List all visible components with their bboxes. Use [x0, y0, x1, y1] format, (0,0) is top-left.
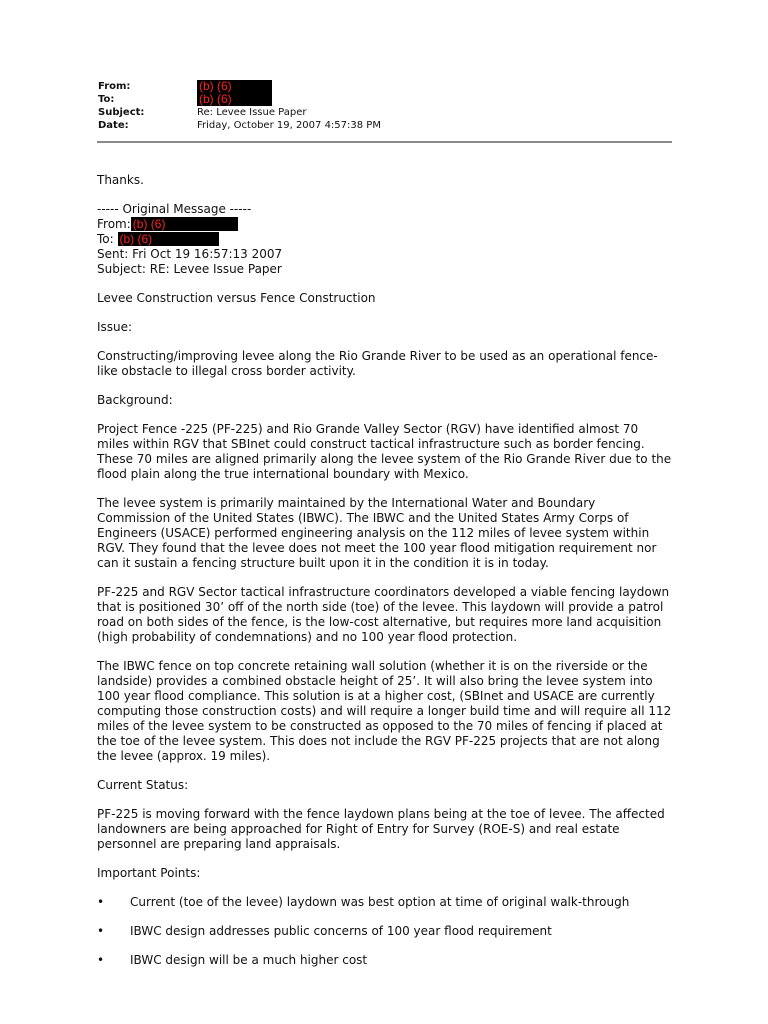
subject-value: Re: Levee Issue Paper: [197, 107, 307, 118]
points-heading: Important Points:: [97, 866, 201, 880]
email-body: [97, 173, 672, 982]
original-to-line: [97, 232, 672, 247]
bullet-icon: •: [97, 924, 105, 938]
redaction-box: (b) (6): [118, 232, 219, 246]
background-paragraph: PF-225 and RGV Sector tactical infrastructure coordinators developed a viable fencing laydown that is positioned 30’ off of the north side (toe) of the levee. This laydown will provide a patrol road on both sides of the fence, is the low-cost alternative, but requires more land acquisition (high probability of condemnations) and no 100 year flood protection.: [97, 585, 670, 644]
from-label: From:: [98, 81, 131, 92]
list-item-text: IBWC design will be a much higher cost: [130, 953, 368, 967]
status-heading: Current Status:: [97, 778, 189, 792]
list-item: [97, 924, 672, 939]
original-from-line: [97, 217, 672, 232]
redaction-box: (b) (6): [197, 93, 272, 106]
original-from-label: From:: [97, 217, 131, 231]
original-message-block: [97, 202, 672, 277]
original-to-label: To:: [97, 232, 114, 246]
redaction-box: (b) (6): [197, 80, 272, 93]
date-value: Friday, October 19, 2007 4:57:38 PM: [197, 120, 381, 131]
date-label: Date:: [98, 120, 129, 131]
original-separator: ----- Original Message -----: [97, 202, 252, 216]
list-item-text: Current (toe of the levee) laydown was best option at time of original walk-through: [130, 895, 630, 909]
header-divider: [97, 141, 672, 143]
status-text: PF-225 is moving forward with the fence laydown plans being at the toe of levee. The affected landowners are being approached for Right of Entry for Survey (ROE-S) and real estate personnel are preparing land appraisals.: [97, 807, 665, 851]
background-heading: Background:: [97, 393, 173, 407]
greeting: Thanks.: [97, 173, 144, 187]
background-paragraph: The levee system is primarily maintained by the International Water and Boundary Commission of the United States (IBWC). The IBWC and the United States Army Corps of Engineers (USACE) performed engineering analysis on the 112 miles of levee system within RGV. They found that the levee does not meet the 100 year flood mitigation requirement nor can it sustain a fencing structure built upon it in the condition it is in today.: [97, 496, 657, 570]
subject-label: Subject:: [98, 107, 145, 118]
background-paragraph: Project Fence -225 (PF-225) and Rio Grande Valley Sector (RGV) have identified almost 70 miles within RGV that SBInet could construct tactical infrastructure such as border fencing. These 70 miles are aligned primarily along the levee system of the Rio Grande River due to the flood plain along the true international boundary with Mexico.: [97, 422, 672, 481]
list-item: [97, 953, 672, 968]
redaction-box: (b) (6): [131, 217, 238, 231]
original-sent-line: Sent: Fri Oct 19 16:57:13 2007: [97, 247, 283, 261]
list-item-text: IBWC design addresses public concerns of 100 year flood requirement: [130, 924, 552, 938]
important-points-list: [97, 895, 672, 968]
to-label: To:: [98, 94, 115, 105]
bullet-icon: •: [97, 953, 105, 967]
background-paragraph: The IBWC fence on top concrete retaining wall solution (whether it is on the riverside or the landside) provides a combined obstacle height of 25’. It will also bring the levee system into 100 year flood compliance. This solution is at a higher cost, (SBInet and USACE are currently computing those construction costs) and will require a longer build time and will require all 112 miles of the levee system to be constructed as opposed to the 70 miles of fencing if placed at the toe of the levee system. This does not include the RGV PF-225 projects that are not along the levee (approx. 19 miles).: [97, 659, 672, 763]
list-item: [97, 895, 672, 910]
document-title: Levee Construction versus Fence Construction: [97, 291, 376, 305]
bullet-icon: •: [97, 895, 105, 909]
issue-heading: Issue:: [97, 320, 133, 334]
issue-text: Constructing/improving levee along the Rio Grande River to be used as an operational fence-like obstacle to illegal cross border activity.: [97, 349, 658, 378]
original-subject-line: Subject: RE: Levee Issue Paper: [97, 262, 282, 276]
